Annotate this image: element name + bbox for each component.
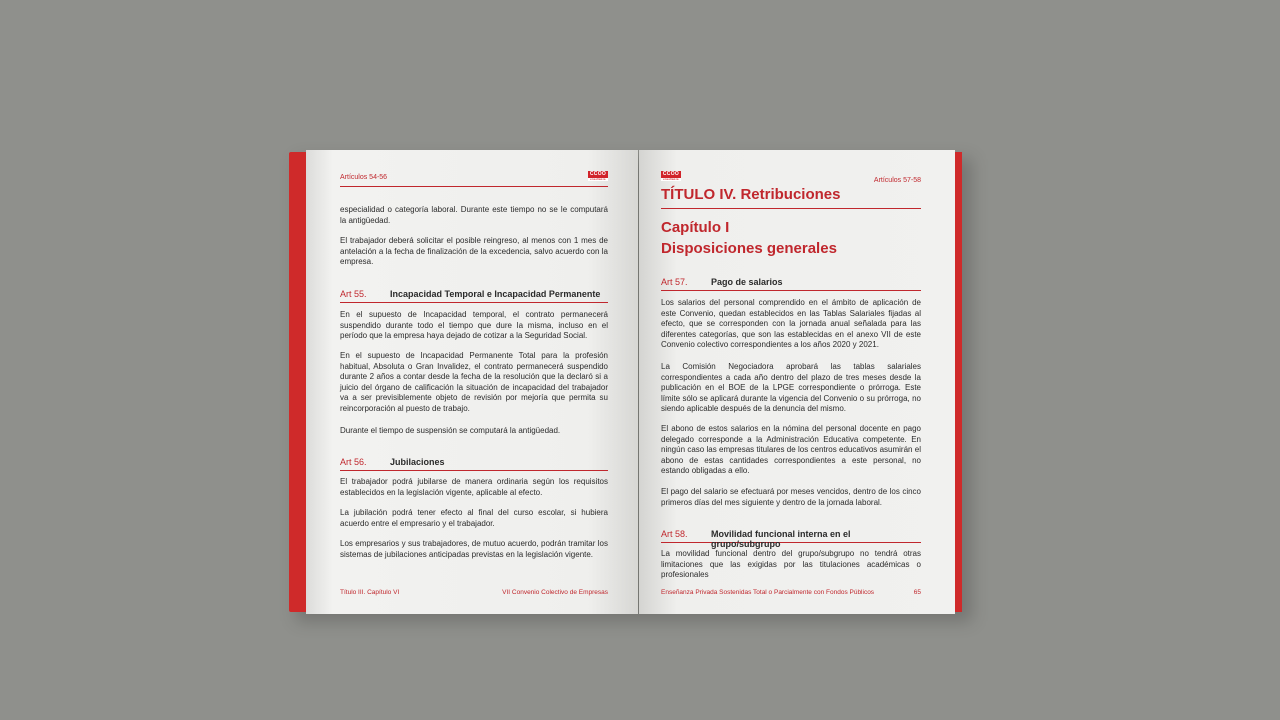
chapter-subheading: Disposiciones generales [661,240,837,257]
title-heading: TÍTULO IV. Retribuciones [661,186,841,203]
page-number: 65 [913,589,921,596]
article-heading [661,528,921,549]
logo-text: CCOO [662,171,680,177]
footer-chapter: Título III. Capítulo VI [340,589,400,596]
right-running-head: Artículos 57-58 [873,177,921,184]
chapter-heading: Capítulo I [661,219,730,236]
ccoo-logo [661,171,681,181]
book-cover-right-edge [954,152,962,612]
paragraph: Los empresarios y sus trabajadores, de mutuo acuerdo, podrán tramitar los sistemas de jubilaciones anticipadas previstas en la legislación vigente. [340,539,608,559]
article-heading [340,288,608,303]
article-number: Art 56. [340,457,367,467]
paragraph: La Comisión Negociadora aprobará las tablas salariales correspondientes a cada año dentro del plazo de tres meses desde la publicación en el BOE de la LPGE correspondiente o prórroga. Este límite sólo se aplicará durante la vigencia del Convenio o su prórroga, no siendo aplicable después de la denuncia del mismo. [661,362,921,414]
paragraph: El pago del salario se efectuará por meses vencidos, dentro de los cinco primeros días del mes siguiente y dentro de la jornada laboral. [661,487,921,507]
footer-book-title: Enseñanza Privada Sostenidas Total o Parcialmente con Fondos Públicos [661,589,875,596]
article-number: Art 58. [661,529,688,539]
right-page [639,150,955,614]
left-running-head: Artículos 54-56 [340,174,388,181]
paragraph: El abono de estos salarios en la nómina del personal docente en pago delegado corresponde a la Administración Educativa competente. En ningún caso las empresas titulares de los centros educativos asumirán el abono de estas cantidades correspondientes a este personal, no estando obligadas a ello. [661,424,921,476]
footer-book-title: VII Convenio Colectivo de Empresas [502,589,608,596]
ccoo-logo [588,171,608,181]
title-rule [661,208,921,209]
paragraph: La movilidad funcional dentro del grupo/subgrupo no tendrá otras limitaciones que las exigidas por las titulaciones académicas o profesionales [661,549,921,580]
paragraph: En el supuesto de Incapacidad temporal, el contrato permanecerá suspendido durante todo el tiempo que dure la misma, incluso en el período que la empresa haya dejado de cotizar a la Seguridad Social. [340,310,608,341]
article-title: Incapacidad Temporal e Incapacidad Permanente [390,289,601,299]
paragraph: especialidad o categoría laboral. Durante este tiempo no se le computará la antigüedad. [340,205,608,225]
paragraph: Los salarios del personal comprendido en el ámbito de aplicación de este Convenio, quedan establecidos en las Tablas Salariales fijadas al efecto, que se corresponden con la jornada anual señalada para las diferentes categorías, que son las establecidas en el anexo VII de este Convenio colectivo correspondientes a los años 2020 y 2021. [661,298,921,350]
paragraph: El trabajador deberá solicitar el posible reingreso, al menos con 1 mes de antelación a la fecha de finalización de la excedencia, salvo acuerdo con la empresa. [340,236,608,267]
article-heading [340,456,608,471]
logo-subtext: enseñanza [588,178,608,181]
paragraph: El trabajador podrá jubilarse de manera ordinaria según los requisitos establecidos en la legislación vigente, aplicable al efecto. [340,477,608,497]
paragraph: La jubilación podrá tener efecto al final del curso escolar, si hubiera acuerdo entre el empresario y el trabajador. [340,508,608,528]
left-page [306,150,638,614]
logo-subtext: enseñanza [661,178,681,181]
paragraph: Durante el tiempo de suspensión se computará la antigüedad. [340,426,561,435]
paragraph: En el supuesto de Incapacidad Permanente Total para la profesión habitual, Absoluta o Gran Invalidez, el contrato permanecerá suspendido durante 2 años a contar desde la fecha de la resolución que la declaró si a juicio del órgano de calificación la situación de incapacidad del trabajador va a ser previsiblemente objeto de revisión por mejoría que permita su reincorporación al puesto de trabajo. [340,351,608,413]
article-title: Jubilaciones [390,457,445,467]
article-title: Pago de salarios [711,277,783,287]
article-number: Art 57. [661,277,688,287]
article-number: Art 55. [340,289,367,299]
article-title: Movilidad funcional interna en el grupo/subgrupo [711,529,851,549]
article-heading [661,276,921,291]
running-head-rule [340,186,608,187]
logo-text: CCOO [589,171,607,177]
